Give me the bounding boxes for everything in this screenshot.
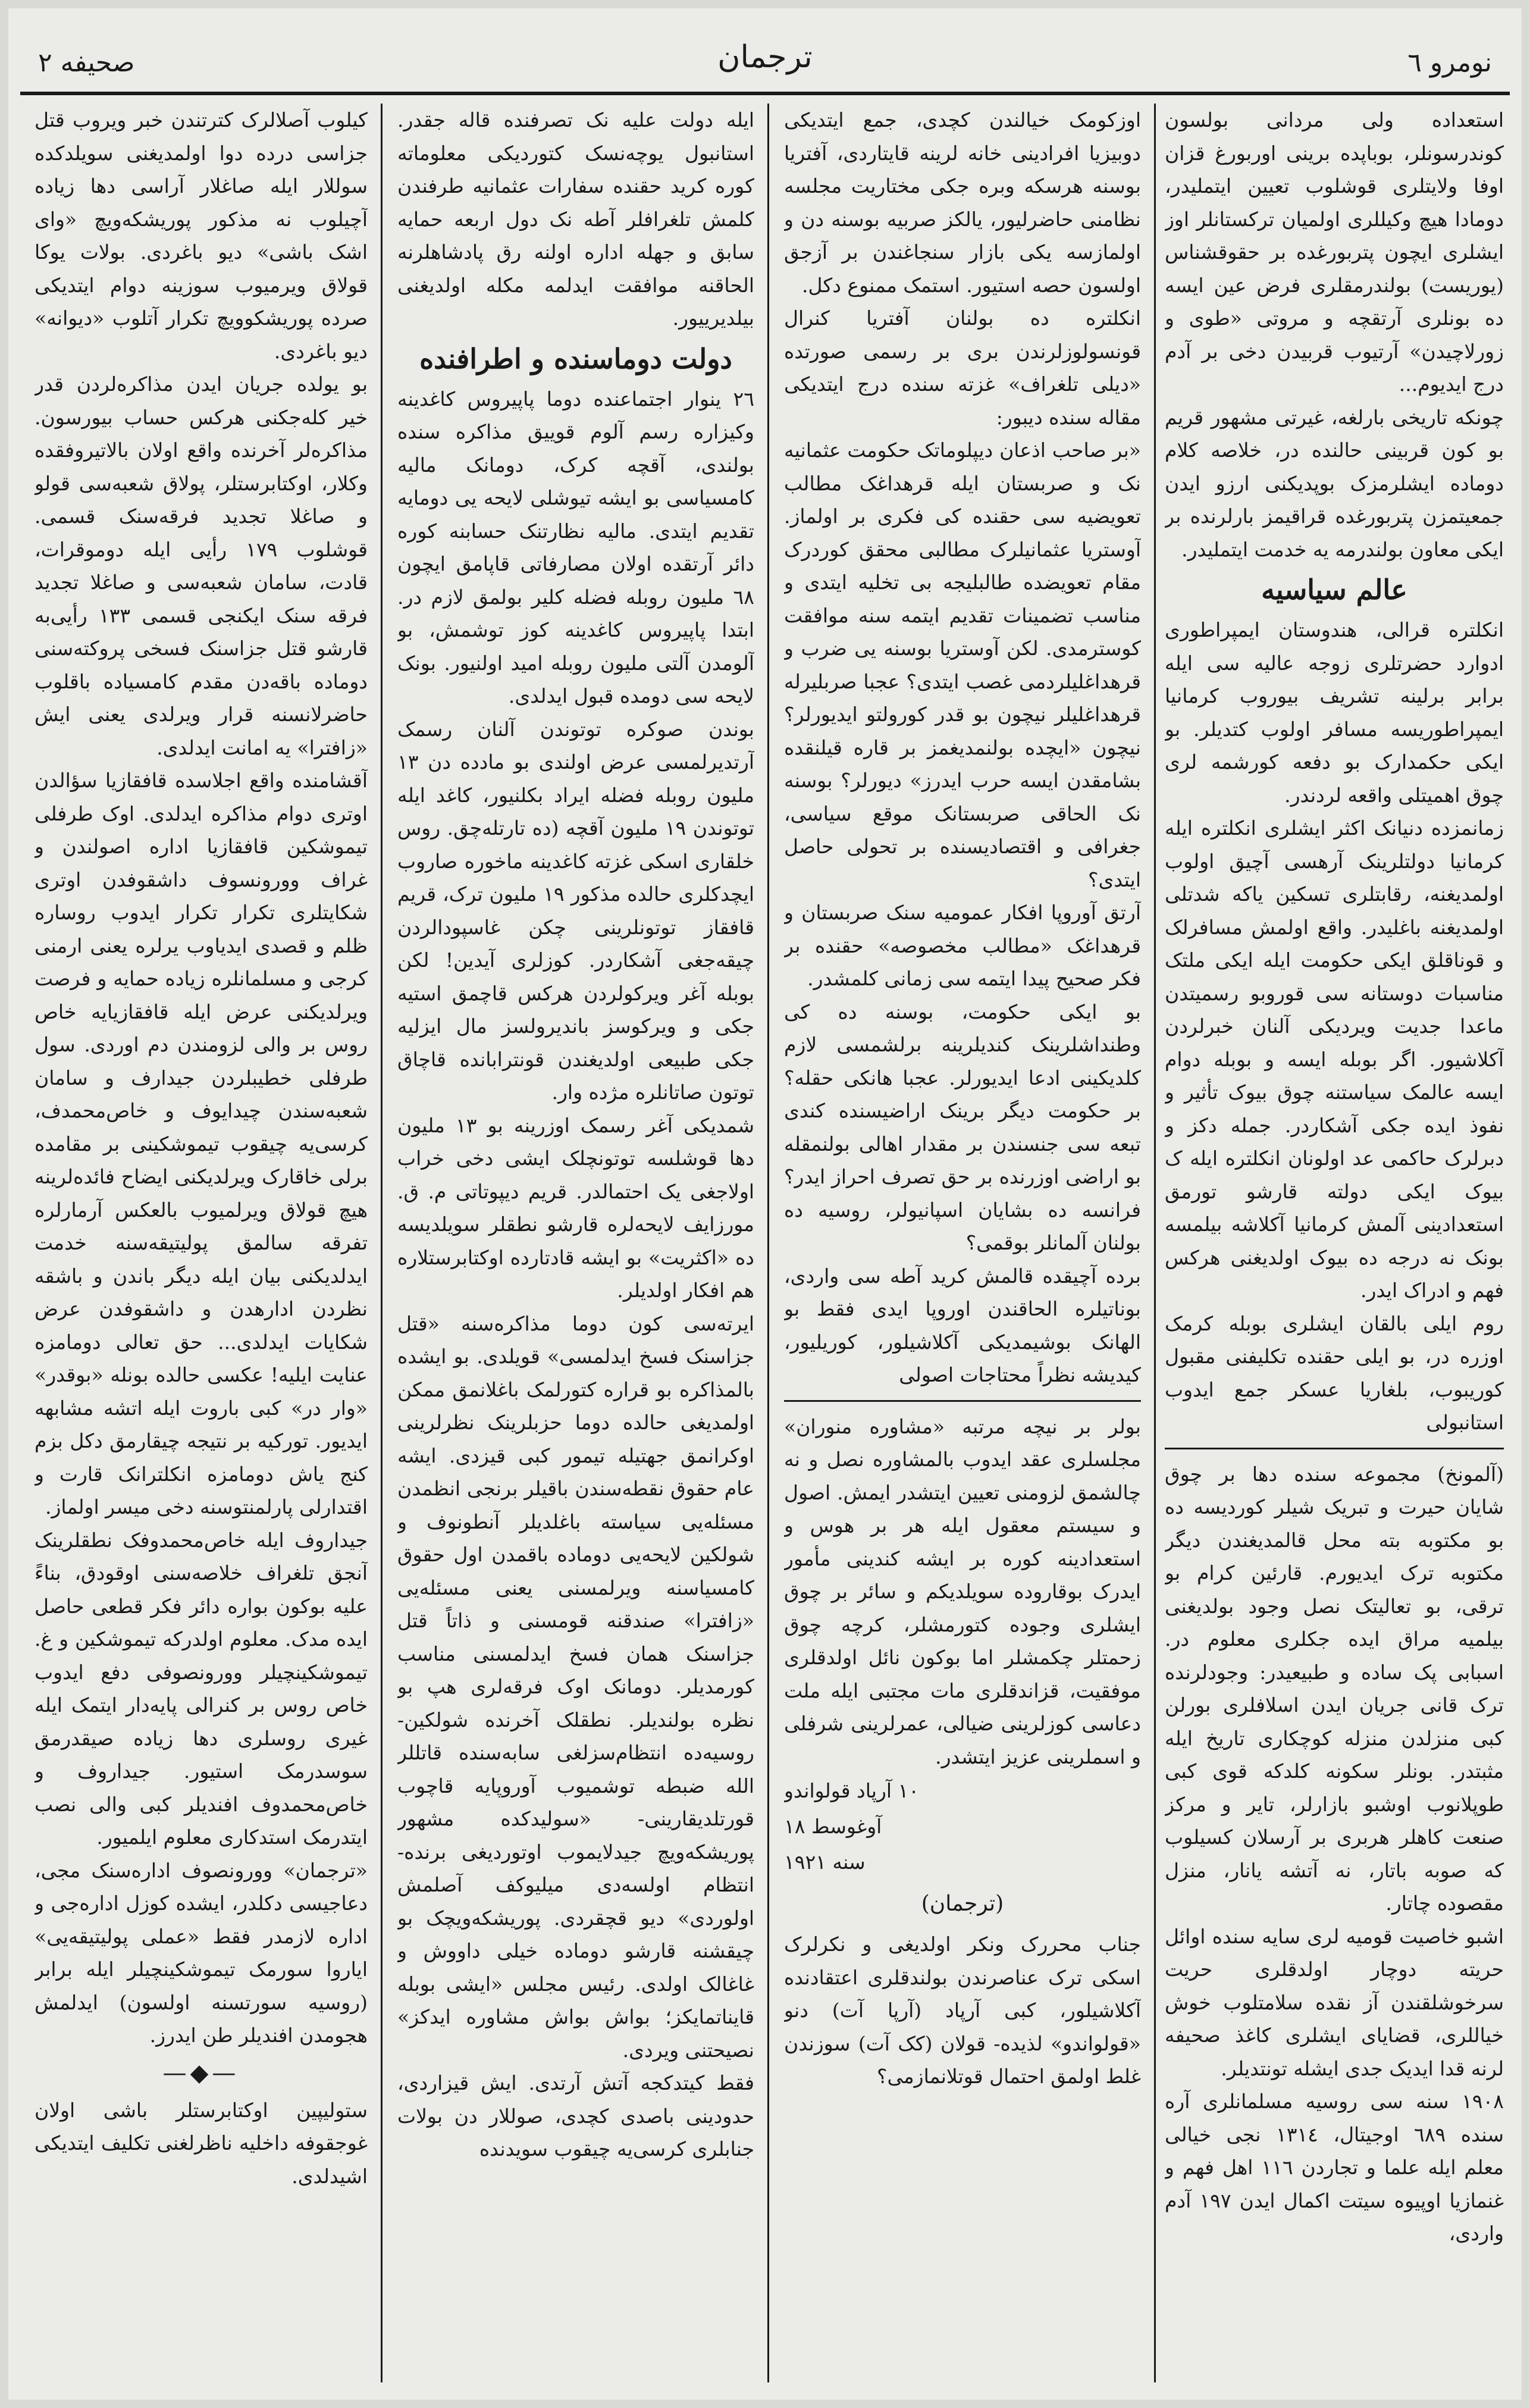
paragraph: اوزکومک خیالندن کچدی، جمع ایتدیکی دوبیزیا افرادینی خانه لرینه قایتاردی، آفتریا بوسنه هرسکه وبره جکی مختاریت مجلسه نظامنی حاضرلیور، یالکز صربیه بوسنه دن و اولمازسه یکی بازار سنجاغندن بر آزجق اولسون حصه استیور. استمک ممنوع دکل. xyxy=(784,108,1141,297)
column-rule xyxy=(381,104,382,2382)
paragraph: «بر صاحب اذعان دیپلوماتک حکومت عثمانیه نک و صربستان ایله قرهداغک مطالب تعویضیه سی حقنده کی فکری بر اولماز. آوستریا عثمانیلرک مطالبی محقق کوردرک مقام تعویضده طالبلیجه بی تخلیه ایتدی و مناسب تضمینات تقدیم ایتمه سنه موافقت کوسترمدی. لکن آوستریا بوسنه یی ضرب و قرهداغلیلردمی غصب ایتدی؟ عجبا صربلیرله قرهداغلیلر نیچون بو قدر کورولتو ایدیورلر؟ نیچون «ایچده بولنمدیغمز بر قاره قیلنقده بشامقدن ایسه حرب ایدرز» دیورلر؟ بوسنه نک الحاقی صربستانک موقع سیاسی، جغرافی و اقتصادیسنده بر تحولی حاصل ایتدی؟ xyxy=(784,439,1141,891)
paragraph: بولر بر نیچه مرتبه «مشاوره منوران» مجلسلری عقد ایدوب بالمشاوره نصل و نه چالشمق لزومنی تعیین ایتشدر ایمش. اصول و سیستم معقول ایله هر بر هوس و استعدادینه کوره بر ایشه کندینی مأمور ایدرک بوقاروده سویلدیکم و سائر بر چوق ایشلری وجوده کتورمشلر، کرچه چوق زحمتلر چکمشلر اما بوکون نائل اولدقلری موفقیت، قزاندقلری مات مجتبی ایله ملت دعاسی کوزلرینی ضیالی، عمرلرینی شرفلی و اسملرینی عزیز ایتشدر. xyxy=(784,1414,1141,1768)
paragraph: ایرته‌سی کون دوما مذاکره‌سنه «قتل جزاسنک فسخ ایدلمسی» قویلدی. بو ایشده بالمذاکره بو قراره کتورلمک باغلانمق ممکن اولمدیغی حالده دوما حزبلرینک نظرلرینی اوکرانمق جهتیله تیمور کبی قیزدی. ایشه عام حقوق نقطه‌سندن باقیلر برنجی انظمدن مسئله‌یی سیاسته باغلدیلر آنطونوف و شولکین لایحه‌یی دوماده باقمدن اول حقوق کامسیاسنه ویرلمسنی یعنی مسئله‌یی «زافترا» صندقنه قومسنی و ذاتاً قتل جزاسنک همان فسخ ایدلمسنی مناسب کورمدیلر. دومانک اوک فرقه‌لری هپ بو نظره بولندیلر. نطقلک آخرنده شولکین- روسیه‌ده انتظام‌سزلغی سابه‌سنده قاتللر الله ضبطه توشمیوب آوروپایه قاچوب قورتلدیقارینی- «سولیدکده مشهور پوریشکه‌ویچ جیدلایموب اوتوردیغی برنده- انتظام اولسه‌دی میلیوکف آصلمش اولوردی» دیو قچقردی. پوریشکه‌ویچک بو چیقشنه قارشو دوماده خیلی داووش و غاغالک اولدی. رئیس مجلس «ایشی بوبله قایناتمایکز؛ بواش بواش مشاوره ایدکز» نصیحتنی ویردی. xyxy=(397,1311,754,2062)
paragraph: آقشامنده واقع اجلاسده قافقازیا سؤالدن اوتری دوام مذاکره ایدلدی. اوک طرفلی تیموشکین قافقازیا اداره اصولندن و غراف وورونسوف داشقوفدن اوتری شکایتلری تکرار تکرار ایدوب روساره ظلم و قصدی ایدیاوب یرلره یعنی ارمنی کرجی و مسلمانلره زیاده حمایه و فرصت ویرلدیکنی عرض ایله قافقازیایه خاص روس بر والی لزومندن دم اوردی. سول طرفلی خطیبلردن جیدارف و سامان شعبه‌سندن چیدایوف و خاص‌محمدف، کرسی‌یه چیقوب تیموشکینی بر مقامده برلی خاقارک ویرلدیکنی ایضاح فائده‌لرینه هیچ قولاق ویرلمیوب بالعکس آرمارلره تفرقه سالمق پولیتیقه‌سنه خدمت ایدلدیکنی بیان ایله دیگر باندن و باشقه نظردن ادارهدن و داشقوفدن عرض شکایات ایدلدی... حق تعالی دومامزه عنایت ایلیه! عکسی حالده بونله «بوقدر» «وار در» کبی باروت ایله اتشه مشابهه ایدیور. تورکیه بر نتیجه چیقارمق دکل بزم کنج یاش دومامزه انکلترانک قارت و اقتدارلی پارلمنتوسنه دخی میسر اولماز. xyxy=(35,769,368,1518)
paragraph: روم ایلی بالقان ایشلری بوبله کرمک اوزره در، بو ایلی حقنده تکلیفنی مقبول کوریبوب، بلغاریا عسکر جمع ایدوب استانبولی xyxy=(1165,1311,1504,1434)
column-4 xyxy=(35,104,368,2376)
page-label: صحیفه ۲ xyxy=(38,48,135,78)
signature-date: آوغوسط ۱۸ xyxy=(784,1815,882,1838)
paragraph: ستولیپین اوکتابرستلر باشی اولان غوجقوفه داخلیه ناظرلغنی تکلیف ایتدیکی اشیدلدی. xyxy=(35,2098,368,2188)
signature-year: سنه ۱٩۲۱ xyxy=(784,1850,866,1874)
masthead xyxy=(20,25,1510,96)
paragraph: ایله دولت علیه نک تصرفنده قاله جقدر. استانبول یوچه‌نسک کتوردیکی معلوماته کوره کرید حقنده سفارات عثمانیه طرفندن کلمش تلغرافلر آطه نک دول اربعه حمایه سابق و جهله اداره اولنه رق پادشاهلرنه الحاقنه موافقت ایدلمه مکله اولدیغنی بیلدیرییور. xyxy=(397,108,754,330)
separator xyxy=(1165,1448,1504,1449)
column-3 xyxy=(397,104,754,2376)
newspaper-title: ترجمان xyxy=(717,39,813,75)
paragraph: «ترجمان» وورونصوف اداره‌سنک مجی، دعاجیسی دکلدر، ایشده کوزل اداره‌جی و اداره لازمدر فقط «عملی پولیتیقه‌یی» ایاروا سورمک تیموشکینچیلر ایله برابر (روسیه سورتسنه اولسون) ایدلمش هجومدن افندیلر طن ایدرز. xyxy=(35,1858,368,2047)
signature-name: ۱٠ آرپاد قولواندو xyxy=(784,1779,920,1802)
paragraph: بوندن صوکره توتوندن آلنان رسمک آرتدیرلمسی عرض اولندی بو مادده دن ۱۳ ملیون روبله فضله ایراد بکلنیور، کاغد ایله توتوندن ۱۹ ملیون آقچه (ده تارتله‌چق. روس خلقاری اسکی غزته کاغدینه ماخوره صاروب ایچدکلری حالده مذکور ۱۹ ملیون ترک، قریم قافقاز توتونلرینی چکن غاسپودالردن چیقه‌جغی آشکاردر. کوزلری آیدین! لکن بوبله آغر ویرکولردن هرکس قاچمق استیه جکی و ویرکوسز باندیرولسز مال ایزلیه جکی طبیعی اولدیغندن قونترابانده قاچاق توتون صاتانلره مژده وار. xyxy=(397,717,754,1104)
column-rule xyxy=(1154,104,1156,2382)
paragraph: فقط کیتدکجه آتش آرتدی. ایش قیزاردی، حدودینی باصدی کچدی، صوللار دن بولات جنابلری کرسی‌یه چیقوب سویدنده xyxy=(397,2071,754,2160)
paragraph: ١٩٠٨ سنه سی روسیه مسلمانلری آره سنده ٦٨٩ اوجیتال، ١٣١٤ نجی خیالی معلم ایله علما و تجاردن ١١٦ اهل فهم و غنمازیا اوپیوه سیتت اکمال ایدن ١٩٧ آدم واردی، xyxy=(1165,2090,1504,2245)
paragraph: (آلمونخ) مجموعه سنده دها بر چوق شایان حیرت و تبریک شیلر کوردیسه ده بو مکتوبه بته محل قالمدیغندن دیگر مکتوبه ترک ایدیورم. قارئین کرام بو ترقی، بو تعالیتک نصل وجود بولدیغنی بیلمیه مراق ایده جکلری معلوم در. اسبابی پک ساده و طبیعیدر: وجودلرنده ترک قانی جریان ایدن اسلافلری بورلن کبی منزلدن منزله کوچکاری تاریخ ایله مثبتدر. بونلر سکونه کلدکه قوی کبی طوپلانوب اوشبو بازارلر، تایر و مرکز صنعت کاهلر هربری بر آرسلان کسیلوب که صوبه باتار، نه آتشه یانار، منزل مقصوده چاتار. xyxy=(1165,1462,1504,1915)
paragraph: کیلوب آصلالرک کترتندن خبر ویروب قتل جزاسی درده دوا اولمدیغنی سویلدکده سوللار ایله صاغلار آراسی دها زیاده آچیلوب نه مذکور پوریشکه‌ویچ «وای اشک باشی» دیو باغردی. بولات یوکا قولاق ویرمیوب سوزینه دوام ایتدیکی صرده پوریشکوویچ تکرار آتلوب «دیوانه» دیو باغردی. xyxy=(35,108,368,363)
section-heading: دولت دوماسنده و اطرافنده xyxy=(419,342,732,375)
newspaper-page xyxy=(8,8,1522,2400)
column-rule xyxy=(767,104,769,2382)
separator xyxy=(784,1400,1141,1402)
paragraph: آرتق آوروپا افکار عمومیه سنک صربستان و قرهداغک «مطالب مخصوصه» حقنده بر فکر صحیح پیدا ایتمه سی زمانی کلمشدر. xyxy=(784,901,1141,990)
paragraph: استعداده ولی مردانی بولسون کوندرسونلر، بوباپده برینی اوربورغ قزان اوفا ولایتلری قوشلوب تعیین ایتملیدر، دومادا هیچ وکیللری اولمیان ترکستانلر اوز ایشلری ایچون پتربورغده بر حقوقشناس (یوریست) بولندرمقلری فرض عین ایسه ده بونلری آرتقچه و مروتی «طوی و زورلاچیدن» آرتیوب قربیدن دخی بر آدم درج ایدیوم... xyxy=(1165,108,1504,396)
paragraph: ۲٦ ینوار اجتماعنده دوما پاپیروس کاغدینه وکیزاره رسم آلوم قوییق مذاکره سنده بولندی، آقچه کرک، دومانک مالیه کامسیاسی بو ایشه تیوشلی لایحه یی دومایه تقدیم ایتدی. مالیه نظارتنک حسابنه کوره دائر آرتقده اولان مصارفاتی قاپامق ایچون ٦٨ ملیون روبله فضله کلیر بولمق لازم در. ابتدا پاپیروس کاغدینه کوز توشمش، بو آلومدن آلتی ملیون روبله امید اولنیور. بونک لایحه سی دومده قبول ایدلدی. xyxy=(397,387,754,707)
header-rule xyxy=(20,92,1510,95)
paragraph: شمدیکی آغر رسمک اوزرینه بو ۱۳ ملیون دها قوشلسه توتونچلک ایشی دخی خراب اولاجغی یک احتمالدر. قریم دیپوتاتی م. ق. مورزایف لایحه‌لره قارشو نطقلر سویلدیسه ده «اکثریت» بو ایشه قادتارده اوکتابرستلاره هم افکار اولدیلر. xyxy=(397,1113,754,1302)
translator-label: (ترجمان) xyxy=(921,1892,1004,1916)
paragraph: انکلتره ده بولنان آفتریا کنرال قونسولوزلرندن بری بر رسمی صورتده «دیلی تلغراف» غزته سنده درج ایتدیکی مقاله سنده دیبور: xyxy=(784,306,1141,429)
issue-number: نومرو ٦ xyxy=(1407,48,1492,78)
paragraph: بو یولده جریان ایدن مذاکره‌لردن قدر خیر کله‌جکنی هرکس حساب بیورسون. مذاکره‌لر آخرنده واقع اولان بالاتیروفقده وکلار، اوکتابرستلر، پولاق شعبه‌سی قولو و صاغلا تجدید فرقه‌سنک قسمی. قوشلوب ۱۷۹ رأیی ایله دوموقرات، قادت، سامان شعبه‌سی و صاغلا تجدید فرقه سنک ایکنجی قسمی ۱۳۳ رأیی‌به قارشو قتل جزاسنک فسخی پروکته‌سنی دوماده باقه‌دن مقدم کامسیاده باقلوب حاضرلانسنه قرار ویرلدی یعنی ایش «زافترا» یه امانت ایدلدی. xyxy=(35,372,368,759)
ornament-divider: —◆— xyxy=(162,2059,240,2087)
column-1 xyxy=(1165,104,1504,2376)
column-2 xyxy=(784,104,1141,2376)
paragraph: برده آچیقده قالمش کرید آطه سی واردی، بوناتیلره الحاقندن اوروپا ایدی فقط بو الهانک بوشیمدیکی آکلاشیلور، کوریلیور، کیدیشه نظراً محتاجات اصولی xyxy=(784,1264,1141,1386)
paragraph: جیداروف ایله خاص‌محمدوفک نطقلرینک آنجق تلغراف خلاصه‌سنی اوقودق، بناءً علیه بوکون بواره دائر فکر قطعی حاصل ایده مدک. معلوم اولدرکه تیموشکین و غ. تیموشکینچیلر وورونصوفی دفع ایدوب خاص روس بر کنرالی پایه‌دار ایتمک ایله غیری روسلری دها زیاده صیقدرمق سوسدرمک استیور. جیداروف و خاص‌محمدوف افندیلر کبی والی نصب ایتدرمک استدکاری معلوم ایلمیور. xyxy=(35,1528,368,1849)
paragraph: چونکه تاریخی بارلغه، غیرتی مشهور قریم بو کون قربینی حالنده در، خلاصه کلام دوماده ایشلرمزک بوپدیکنی ارزو ایدن جمعیتمزن پتربورغده قراقیمز بارلرنده بر ایکی معاون بولندرمه یه خدمت ایتملیدر. xyxy=(1165,405,1504,561)
section-heading: عالم سیاسیه xyxy=(1261,574,1407,606)
paragraph: زمانمزده دنیانک اکثر ایشلری انکلتره ایله کرمانیا دولتلرینک آرهسی آچیق اولوب اولمدیغنه، رقابتلری تسکین یاکه شدتلی اولمدیغنه باغلیدر. واقع اولمش مسافرلک و قوناقلق ایکی حکومت ایله ایکی ملتک مناسبات دوستانه سی قوروبو رسمیتدن ماعدا جدیت ویردیکی آلنان خبرلردن آکلاشیور. اگر بوبله ایسه و بوبله دوام ایسه عالمک سیاستنه چوق بیوک تأثیر و نفوذ ایده جکی آشکاردر. جمله دکز و دبرلرک حاکمی عد اولونان انکلتره ایله ک بیوک ایکی دولته قارشو تورمق استعدادینی آلمش کرمانیا آکلاشه بیلمسه بونک نه درجه ده بیوک اولدیغنی هرکس فهم و ادراک ایدر. xyxy=(1165,816,1504,1302)
paragraph: اشبو خاصیت قومیه لری سایه سنده اوائل حریته دوچار اولدقلری حریت سرخوشلقندن آز نقده سلامتلوب خوش خیاللری، قضایای ایشلری کاغذ صحیفه لرنه قدا ایدیک جدی ایشله تونتدیلر. xyxy=(1165,1924,1504,2080)
paragraph: انکلتره قرالی، هندوستان ایمپراطوری ادوارد حضرتلری زوجه عالیه سی ایله برابر برلینه تشریف بیوروب کرمانیا ایمپراطوریسه مسافر اولوب کتدیلر. بو ایکی حکمدارک بو دفعه کورشمه لری چوق اهمیتلی واقعه لردندر. xyxy=(1165,618,1504,807)
translator-note: جناب محررک ونکر اولدیغی و نکرلرک اسکی ترک عناصرندن بولندقلری اعتقادنده آکلاشیلور، کبی آرپاد (آرپا آت) دنو «قولواندو» لذیده- قولان (کک آت) سوزندن غلط اولمق احتمال قوتلانمازمی؟ xyxy=(784,1933,1141,2088)
paragraph: بو ایکی حکومت، بوسنه ده کی وطنداشلرینک کندیلرینه برلشمسی لازم کلدیکینی ادعا ایدیورلر. عجبا هانکی حقله؟ بر حکومت دیگر برینک اراضیسنده کندی تبعه سی جنسندن بر مقدار اهالی بولنمقله بو اراضی اوزرنده بر حق تصرف احراز ایدر؟ فرانسه ده بشایان اسپانیولر، روسیه ده بولنان آلمانلر بوقمی؟ xyxy=(784,1000,1141,1254)
